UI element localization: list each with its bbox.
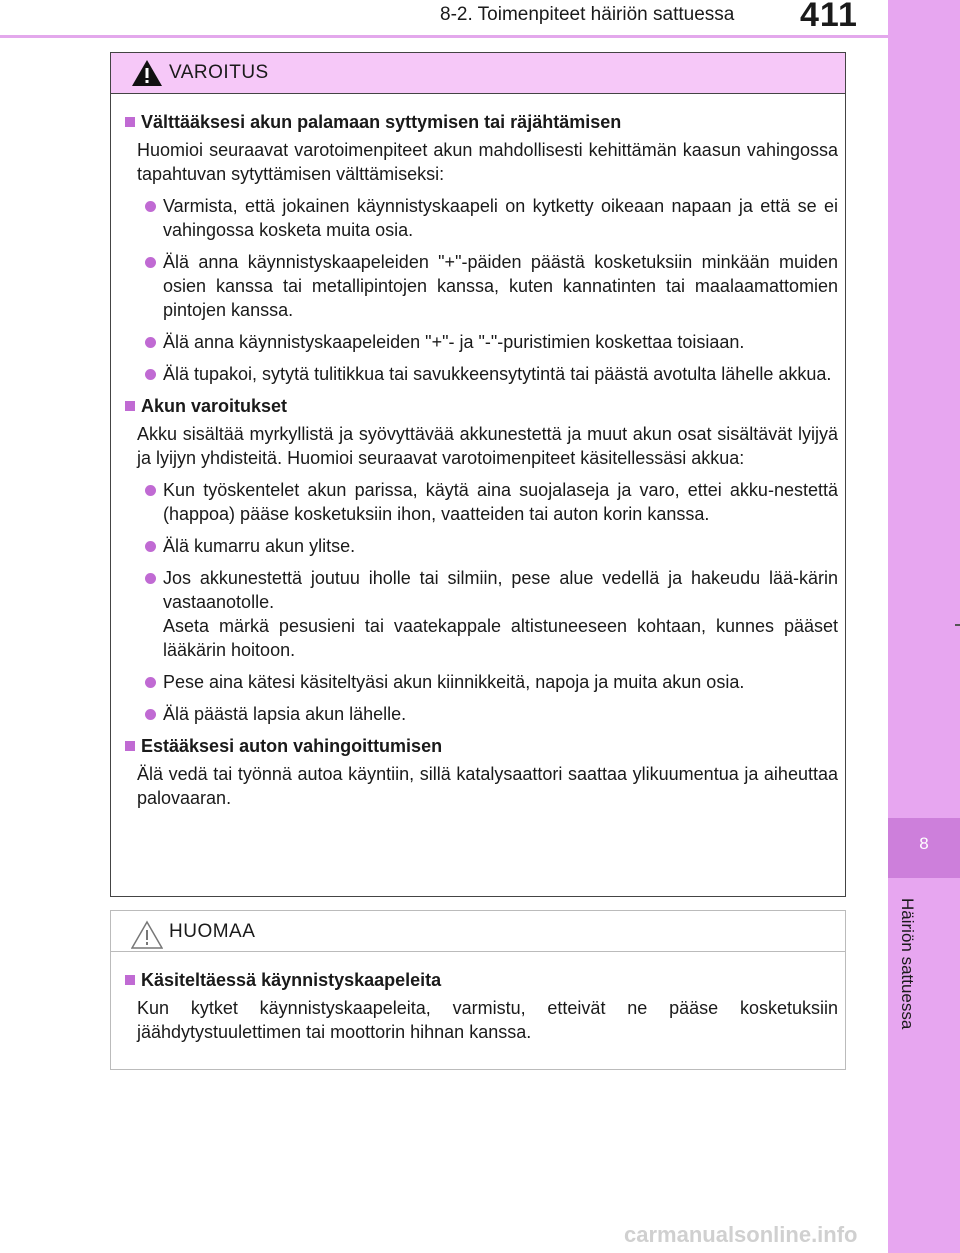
page-number: 411 [800,0,858,34]
notice-text: Kun kytket käynnistyskaapeleita, varmistu, etteivät ne pääse kosketuksiin jäähdytystuulettimen tai moottorin hihnan kanssa. [137,998,838,1042]
square-bullet-icon [125,117,135,127]
list-item-text: Älä kumarru akun ylitse. [163,536,356,556]
section-title [125,968,838,992]
notice-label: HUOMAA [169,921,256,942]
round-bullet-icon [145,573,156,584]
square-bullet-icon [125,741,135,751]
round-bullet-icon [145,709,156,720]
list-item-text: Älä anna käynnistyskaapeleiden "+"- ja "-"-puristimien koskettaa toisiaan. [163,332,745,352]
warning-header [111,53,845,94]
section-title-text: Välttääksesi akun palamaan syttymisen tai räjähtämisen [141,112,622,132]
list-item [145,670,838,694]
watermark: carmanualsonline.info [624,1222,858,1247]
chapter-title: Häiriön sattuessa [898,898,917,1030]
list-item-text: Älä päästä lapsia akun lähelle. [163,704,407,724]
notice-content [111,952,845,1044]
list-item-text: Jos akkunestettä joutuu iholle tai silmiin, pese alue vedellä ja hakeudu lää-kärin vastaanotolle. [163,568,838,612]
list-item [145,194,838,242]
list-item-text-group [163,566,838,662]
warning-box [110,52,846,897]
round-bullet-icon [145,369,156,380]
notice-box [110,910,846,1070]
list-item-text-continued: Aseta märkä pesusieni tai vaatekappale altistuneeseen kohtaan, kunnes pääset lääkärin hoitoon. [163,616,838,660]
list-item [145,702,838,726]
square-bullet-icon [125,401,135,411]
header-rule [0,35,888,38]
running-header: 8-2. Toimenpiteet häiriön sattuessa [440,4,735,25]
list-item-text: Kun työskentelet akun parissa, käytä aina suojalaseja ja varo, ettei akku-nestettä (happoa) pääse kosketuksiin ihon, vaatteiden tai auton korin kanssa. [163,480,838,524]
round-bullet-icon [145,677,156,688]
warning-label: VAROITUS [169,62,269,83]
list-item [145,566,838,662]
chapter-number: 8 [919,834,929,853]
list-item-text: Älä anna käynnistyskaapeleiden "+"-päiden päästä kosketuksiin minkään muiden osien kanssa tai metallipintojen kanssa, kuten kannatinten tai maalaamattomien pintojen kanssa. [163,252,838,320]
section-title [125,110,838,134]
section-intro: Huomioi seuraavat varotoimenpiteet akun mahdollisesti kehittämän kaasun vahingossa tapahtuvan sytyttämisen välttämiseksi: [137,140,838,184]
list-item [145,534,838,558]
round-bullet-icon [145,337,156,348]
section-intro: Älä vedä tai työnnä autoa käyntiin, sillä katalysaattori saattaa ylikuumentua ja aiheuttaa palovaaran. [137,764,838,808]
section-title-text: Akun varoitukset [141,396,288,416]
round-bullet-icon [145,541,156,552]
list-item [145,362,838,386]
warning-triangle-icon [131,58,163,88]
round-bullet-icon [145,485,156,496]
list-item-text: Varmista, että jokainen käynnistyskaapeli on kytketty oikeaan napaan ja että se ei vahingossa kosketa muita osia. [163,196,838,240]
tab-tick [955,624,960,626]
caution-outline-triangle-icon [131,920,163,950]
section-title-text: Estääksesi auton vahingoittumisen [141,736,443,756]
list-item [145,330,838,354]
notice-header [111,911,845,952]
warning-content [111,94,845,810]
list-item [145,250,838,322]
square-bullet-icon [125,975,135,985]
section-intro: Akku sisältää myrkyllistä ja syövyttävää akkunestettä ja muut akun osat sisältävät lyijyä ja lyijyn yhdisteitä. Huomioi seuraavat varotoimenpiteet käsitellessäsi akkua: [137,424,838,468]
round-bullet-icon [145,201,156,212]
list-item [145,478,838,526]
section-title [125,394,838,418]
chapter-side-tab [888,0,960,1253]
section-title-text: Käsiteltäessä käynnistyskaapeleita [141,970,442,990]
section-title [125,734,838,758]
round-bullet-icon [145,257,156,268]
list-item-text: Pese aina kätesi käsiteltyäsi akun kiinnikkeitä, napoja ja muita akun osia. [163,672,745,692]
list-item-text: Älä tupakoi, sytytä tulitikkua tai savukkeensytytintä tai päästä avotulta lähelle akkua. [163,364,832,384]
